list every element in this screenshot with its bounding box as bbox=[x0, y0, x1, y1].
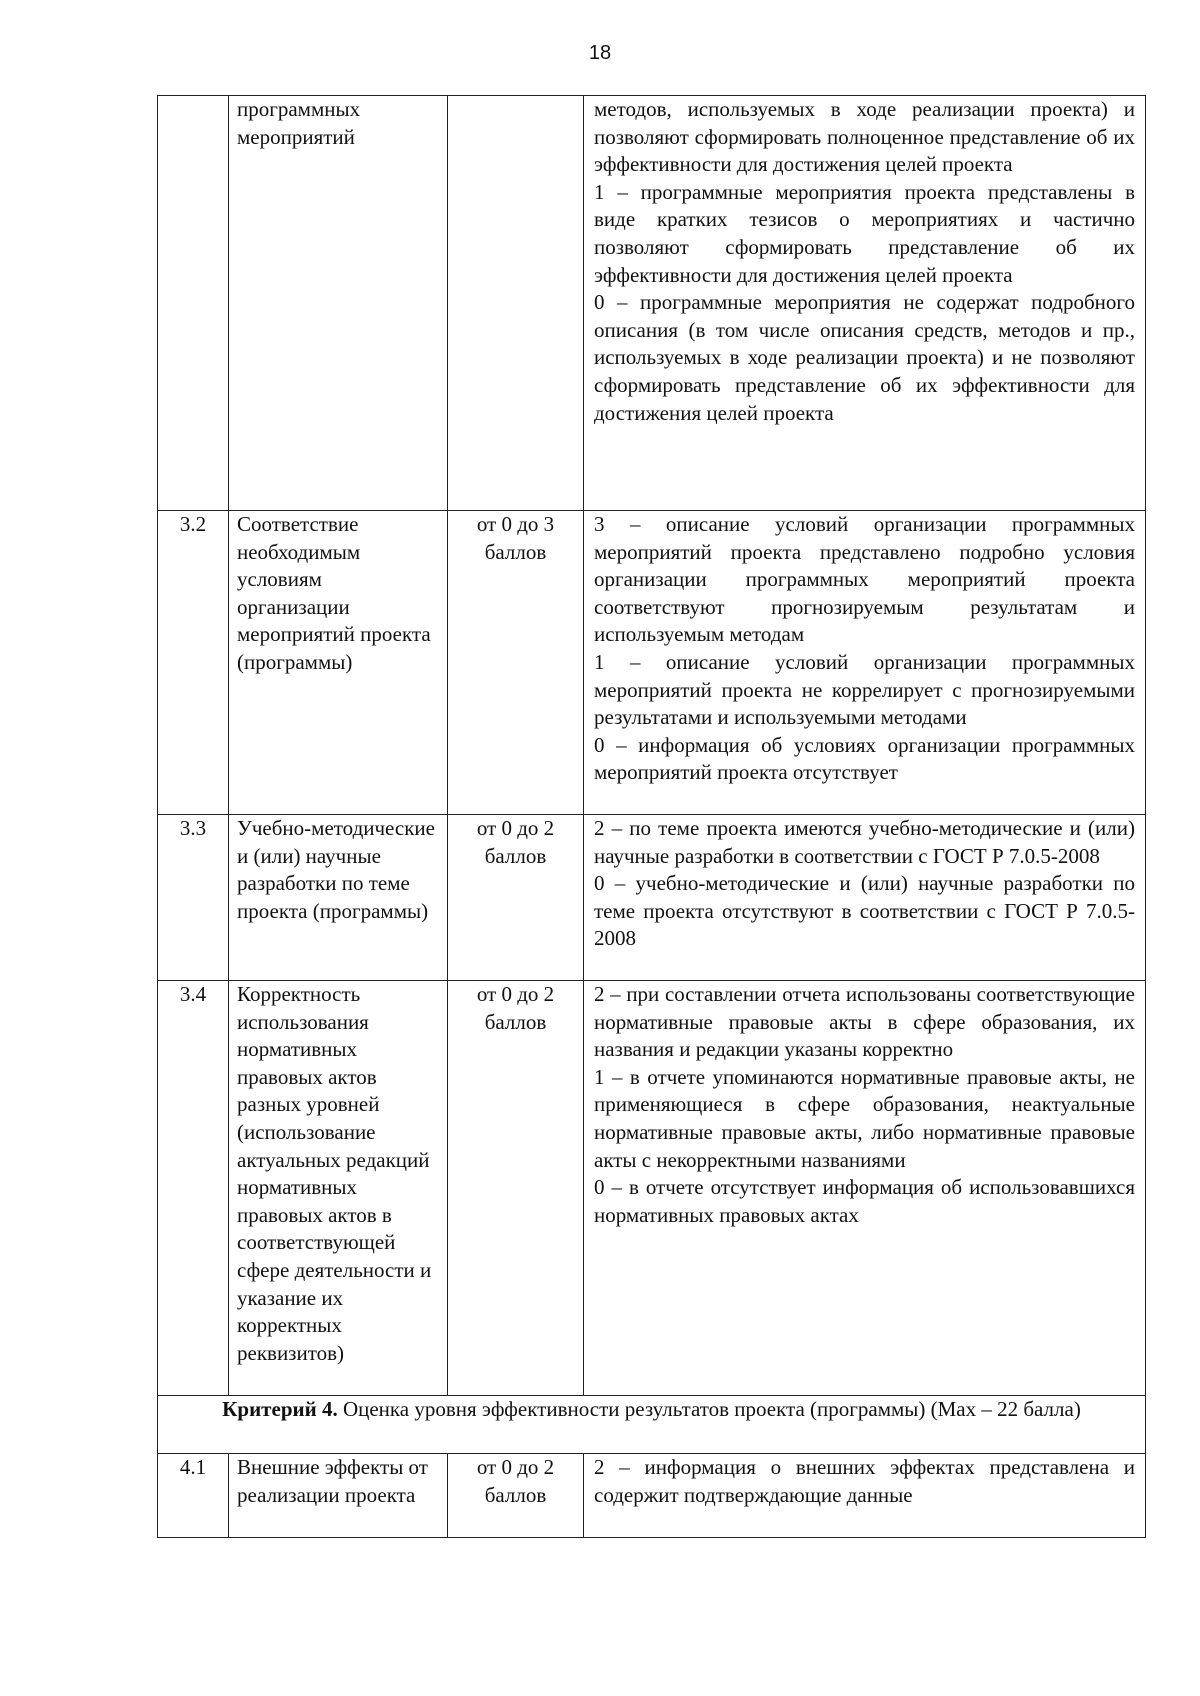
criterion-name: Соответствие необходимым условиям организации мероприятий проекта (программы) bbox=[229, 511, 448, 815]
table-row bbox=[158, 981, 1146, 1396]
description-paragraph: 2 – при составлении отчета использованы соответствующие нормативные правовые акты в сфере образования, их названия и редакции указаны корректно bbox=[594, 982, 1135, 1062]
description-paragraph: 0 – учебно-методические и (или) научные разработки по теме проекта отсутствуют в соответствии с ГОСТ Р 7.0.5-2008 bbox=[594, 871, 1135, 951]
description-paragraph: 1 – описание условий организации программных мероприятий проекта не коррелирует с прогнозируемыми результатами и используемыми методами bbox=[594, 649, 1135, 730]
criterion-name: Внешние эффекты от реализации проекта bbox=[229, 1454, 448, 1538]
criterion-number: 3.3 bbox=[158, 815, 229, 981]
description-paragraph: 3 – описание условий организации программных мероприятий проекта представлено подробно условия организации программных мероприятий проекта соответствуют прогнозируемым результатам и используемым методам bbox=[594, 512, 1135, 647]
criterion-description bbox=[584, 981, 1146, 1396]
table-row bbox=[158, 96, 1146, 511]
description-paragraph: 1 – программные мероприятия проекта представлены в виде кратких тезисов о мероприятиях и частично позволяют сформировать представление об их эффективности для достижения целей проекта bbox=[594, 179, 1135, 287]
criteria-table bbox=[157, 95, 1146, 1538]
description-paragraph: 0 – информация об условиях организации программных мероприятий проекта отсутствует bbox=[594, 732, 1135, 785]
criterion-score: от 0 до 2 баллов bbox=[448, 981, 584, 1396]
page-number: 18 bbox=[588, 42, 612, 64]
criterion-header-row bbox=[158, 1396, 1146, 1454]
criterion-number: 4.1 bbox=[158, 1454, 229, 1538]
criterion-description bbox=[584, 96, 1146, 511]
criterion-header-text: Оценка уровня эффективности результатов проекта (программы) (Max – 22 балла) bbox=[337, 1397, 1081, 1421]
criterion-score: от 0 до 2 баллов bbox=[448, 1454, 584, 1538]
table-row bbox=[158, 815, 1146, 981]
criterion-header bbox=[158, 1396, 1146, 1454]
description-paragraph: 1 – в отчете упоминаются нормативные правовые акты, не применяющиеся в сфере образования, неактуальные нормативные правовые акты, либо нормативные правовые акты с некорректными названиями bbox=[594, 1064, 1135, 1172]
description-paragraph: 2 – информация о внешних эффектах представлена и содержит подтверждающие данные bbox=[594, 1455, 1135, 1507]
criterion-name: Учебно-методические и (или) научные разработки по теме проекта (программы) bbox=[229, 815, 448, 981]
criterion-number: 3.2 bbox=[158, 511, 229, 815]
criterion-score: от 0 до 2 баллов bbox=[448, 815, 584, 981]
criterion-description bbox=[584, 815, 1146, 981]
description-paragraph: методов, используемых в ходе реализации проекта) и позволяют сформировать полноценное представление об их эффективности для достижения целей проекта bbox=[594, 97, 1135, 177]
table-row bbox=[158, 1454, 1146, 1538]
criterion-name: программных мероприятий bbox=[229, 96, 448, 511]
criterion-score bbox=[448, 96, 584, 511]
criterion-number bbox=[158, 96, 229, 511]
criterion-header-label: Критерий 4. bbox=[222, 1397, 338, 1421]
description-paragraph: 2 – по теме проекта имеются учебно-методические и (или) научные разработки в соответствии с ГОСТ Р 7.0.5-2008 bbox=[594, 816, 1135, 868]
criterion-score: от 0 до 3 баллов bbox=[448, 511, 584, 815]
description-paragraph: 0 – программные мероприятия не содержат подробного описания (в том числе описания средств, методов и пр., используемых в ходе реализации проекта) и не позволяют сформировать представление об их эффективности для достижения целей проекта bbox=[594, 290, 1135, 425]
criterion-description bbox=[584, 511, 1146, 815]
description-paragraph: 0 – в отчете отсутствует информация об использовавшихся нормативных правовых актах bbox=[594, 1175, 1135, 1227]
criterion-number: 3.4 bbox=[158, 981, 229, 1396]
criterion-description bbox=[584, 1454, 1146, 1538]
criterion-name: Корректность использования нормативных правовых актов разных уровней (использование актуальных редакций нормативных правовых актов в соответствующей сфере деятельности и указание их корректных реквизитов) bbox=[229, 981, 448, 1396]
table-row bbox=[158, 511, 1146, 815]
